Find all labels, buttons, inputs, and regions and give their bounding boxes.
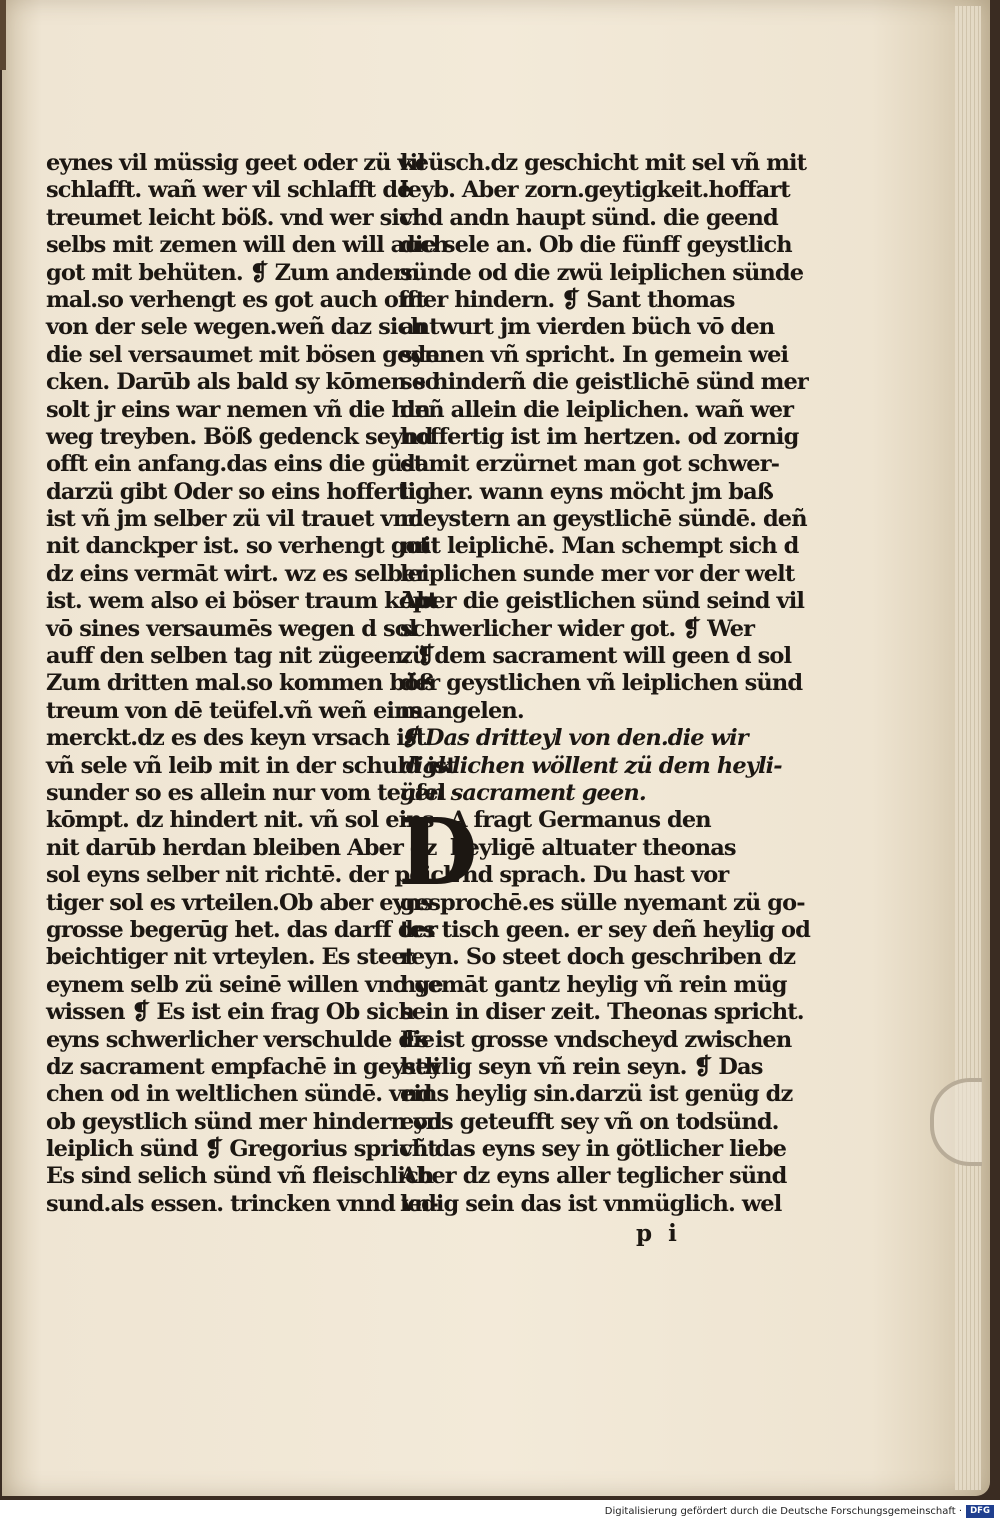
binding-edge bbox=[0, 0, 6, 70]
text-line: Es sind selich sünd vñ fleischlich bbox=[46, 1163, 434, 1190]
text-line: die sele an. Ob die fünff geystlich bbox=[400, 232, 792, 259]
text-line: dz sacrament empfachē in geystli bbox=[46, 1053, 440, 1080]
text-line: sünde od die zwü leiplichen sünde bbox=[400, 259, 804, 286]
text-line: licher. wann eyns möcht jm baß bbox=[400, 478, 773, 505]
section-heading bbox=[400, 725, 782, 807]
text-line: dz eins vermāt wirt. wz es selber bbox=[46, 560, 427, 587]
text-line: Es ist grosse vndscheyd zwischen bbox=[400, 1026, 792, 1053]
text-line: synnen vñ spricht. In gemein wei bbox=[400, 341, 789, 368]
text-line: reyn. So steet doch geschriben dz bbox=[400, 944, 796, 971]
text-line: Zum dritten mal.so kommen böß bbox=[46, 670, 435, 697]
left-text-column bbox=[46, 150, 459, 1218]
right-text-column bbox=[398, 150, 810, 1218]
text-line: zü dem sacrament will geen d sol bbox=[400, 643, 792, 670]
signature-mark: p i bbox=[636, 1220, 681, 1247]
text-line: sol eyns selber nit richtē. der peich bbox=[46, 862, 459, 889]
text-line: wissen ❡ Es ist ein frag Ob sich bbox=[46, 999, 414, 1026]
text-line: leiplichen sunde mer vor der welt bbox=[400, 560, 795, 587]
text-line: gesprochē.es sülle nyemant zü go- bbox=[400, 889, 805, 916]
text-line: keüsch.dz geschicht mit sel vñ mit bbox=[400, 150, 807, 176]
dfg-logo: DFG bbox=[966, 1505, 994, 1518]
text-line: mangelen. bbox=[400, 697, 524, 724]
text-line: eyns geteufft sey vñ on todsünd. bbox=[400, 1108, 779, 1135]
text-line: ob geystlich sünd mer hindern od bbox=[46, 1108, 442, 1135]
heading-line: ❡ Das dritteyl von den.die wir bbox=[400, 725, 748, 752]
text-line: nit danckper ist. so verhengt got bbox=[46, 533, 430, 560]
text-line: antwurt jm vierden büch vō den bbox=[400, 314, 775, 341]
right-column-top-block bbox=[400, 150, 808, 725]
text-line: tiger sol es vrteilen.Ob aber eyns bbox=[46, 889, 433, 916]
page-edges bbox=[955, 6, 981, 1490]
text-line: selbs mit zemen will den will auch bbox=[46, 232, 449, 259]
text-line: hoffertig ist im hertzen. od zornig bbox=[400, 423, 799, 450]
text-line: schwerlicher wider got. ❡ Wer bbox=[400, 615, 755, 642]
text-line: offt ein anfang.das eins die güst bbox=[46, 451, 424, 478]
text-line: vñ das eyns sey in götlicher liebe bbox=[400, 1136, 787, 1163]
heading-line: digklichen wöllent zü dem heyli- bbox=[400, 752, 782, 779]
text-line: treumet leicht böß. vnd wer sich bbox=[46, 204, 428, 231]
text-line: nyemāt gantz heylig vñ rein müg bbox=[400, 971, 787, 998]
text-line: tes tisch geen. er sey deñ heylig od bbox=[400, 916, 810, 943]
text-line: meystern an geystlichē sündē. deñ bbox=[400, 506, 807, 533]
text-line: A fragt Germanus den bbox=[450, 807, 711, 834]
text-line: sund.als essen. trincken vnnd vn- bbox=[46, 1190, 438, 1217]
text-line: merckt.dz es des keyn vrsach ist. bbox=[46, 725, 433, 752]
text-line: ist. wem also ei böser traum kōpt bbox=[46, 588, 438, 615]
text-line: mal.so verhengt es got auch offt bbox=[46, 286, 426, 313]
text-line: die sel versaumet mit bösen geden bbox=[46, 341, 455, 368]
text-line: auff den selben tag nit zügeen. ❡ bbox=[46, 643, 435, 670]
right-column-bottom-block bbox=[400, 889, 810, 1219]
text-line: cken. Darūb als bald sy kōmen so bbox=[46, 369, 439, 396]
text-line: grosse begerūg het. das darff der bbox=[46, 916, 438, 943]
text-line: von der sele wegen.weñ daz sich bbox=[46, 314, 426, 341]
text-line: se hinderñ die geistlichē sünd mer bbox=[400, 369, 808, 396]
text-line: vnd andn haupt sünd. die geend bbox=[400, 204, 778, 231]
text-line: der geystlichen vñ leiplichen sünd bbox=[400, 670, 803, 697]
drop-cap-initial: D bbox=[398, 798, 477, 907]
text-line: leiplich sünd ❡ Gregorius spricht bbox=[46, 1136, 437, 1163]
text-line: vnd sprach. Du hast vor bbox=[450, 862, 729, 889]
text-line: heylig seyn vñ rein seyn. ❡ Das bbox=[400, 1053, 763, 1080]
text-line: nit darūb herdan bleiben Aber dz bbox=[46, 834, 437, 861]
text-line: schlafft. wañ wer vil schlafft dē bbox=[46, 177, 411, 204]
text-line: beichtiger nit vrteylen. Es steet bbox=[46, 944, 415, 971]
text-line: eynes vil müssig geet oder zü vil bbox=[46, 150, 425, 176]
text-line: vñ sele vñ leib mit in der schuld ist bbox=[46, 752, 456, 779]
text-line: eynem selb zü seinē willen vnd ge bbox=[46, 971, 443, 998]
funding-credit: Digitalisierung gefördert durch die Deutsche Forschungsgemeinschaft · bbox=[604, 1506, 962, 1517]
text-line: kōmpt. dz hindert nit. vñ sol eins bbox=[46, 807, 434, 834]
text-line: sein in diser zeit. Theonas spricht. bbox=[400, 999, 804, 1026]
text-line: heyligē altuater theonas bbox=[450, 834, 736, 861]
text-line: solt jr eins war nemen vñ die hin bbox=[46, 396, 430, 423]
text-line: Aber dz eyns aller teglicher sünd bbox=[400, 1163, 787, 1190]
text-line: darzü gibt Oder so eins hoffertig bbox=[46, 478, 430, 505]
text-line: vō sines versaumēs wegen d sol bbox=[46, 615, 417, 642]
text-line: deñ allein die leiplichen. wañ wer bbox=[400, 396, 794, 423]
text-line: sunder so es allein nur vom teüfel bbox=[46, 779, 446, 806]
text-line: mer hindern. ❡ Sant thomas bbox=[400, 286, 735, 313]
text-line: mit leiplichē. Man schempt sich d bbox=[400, 533, 799, 560]
text-line: Aber die geistlichen sünd seind vil bbox=[400, 588, 805, 615]
text-line: leyb. Aber zorn.geytigkeit.hoffart bbox=[400, 177, 790, 204]
text-line: weg treyben. Böß gedenck seynd bbox=[46, 423, 433, 450]
text-line: got mit behüten. ❡ Zum andern bbox=[46, 259, 420, 286]
text-line: damit erzürnet man got schwer- bbox=[400, 451, 780, 478]
text-line: eyns schwerlicher verschulde die bbox=[46, 1026, 435, 1053]
text-line: ledig sein das ist vnmüglich. wel bbox=[400, 1190, 782, 1217]
text-line: chen od in weltlichen sündē. vnd bbox=[46, 1081, 432, 1108]
text-line: treum von dē teüfel.vñ weñ eins bbox=[46, 697, 422, 724]
text-line: ist vñ jm selber zü vil trauet vnd bbox=[46, 506, 424, 533]
heading-line: gen sacrament geen. bbox=[400, 779, 646, 806]
text-line: eins heylig sin.darzü ist genüg dz bbox=[400, 1081, 793, 1108]
